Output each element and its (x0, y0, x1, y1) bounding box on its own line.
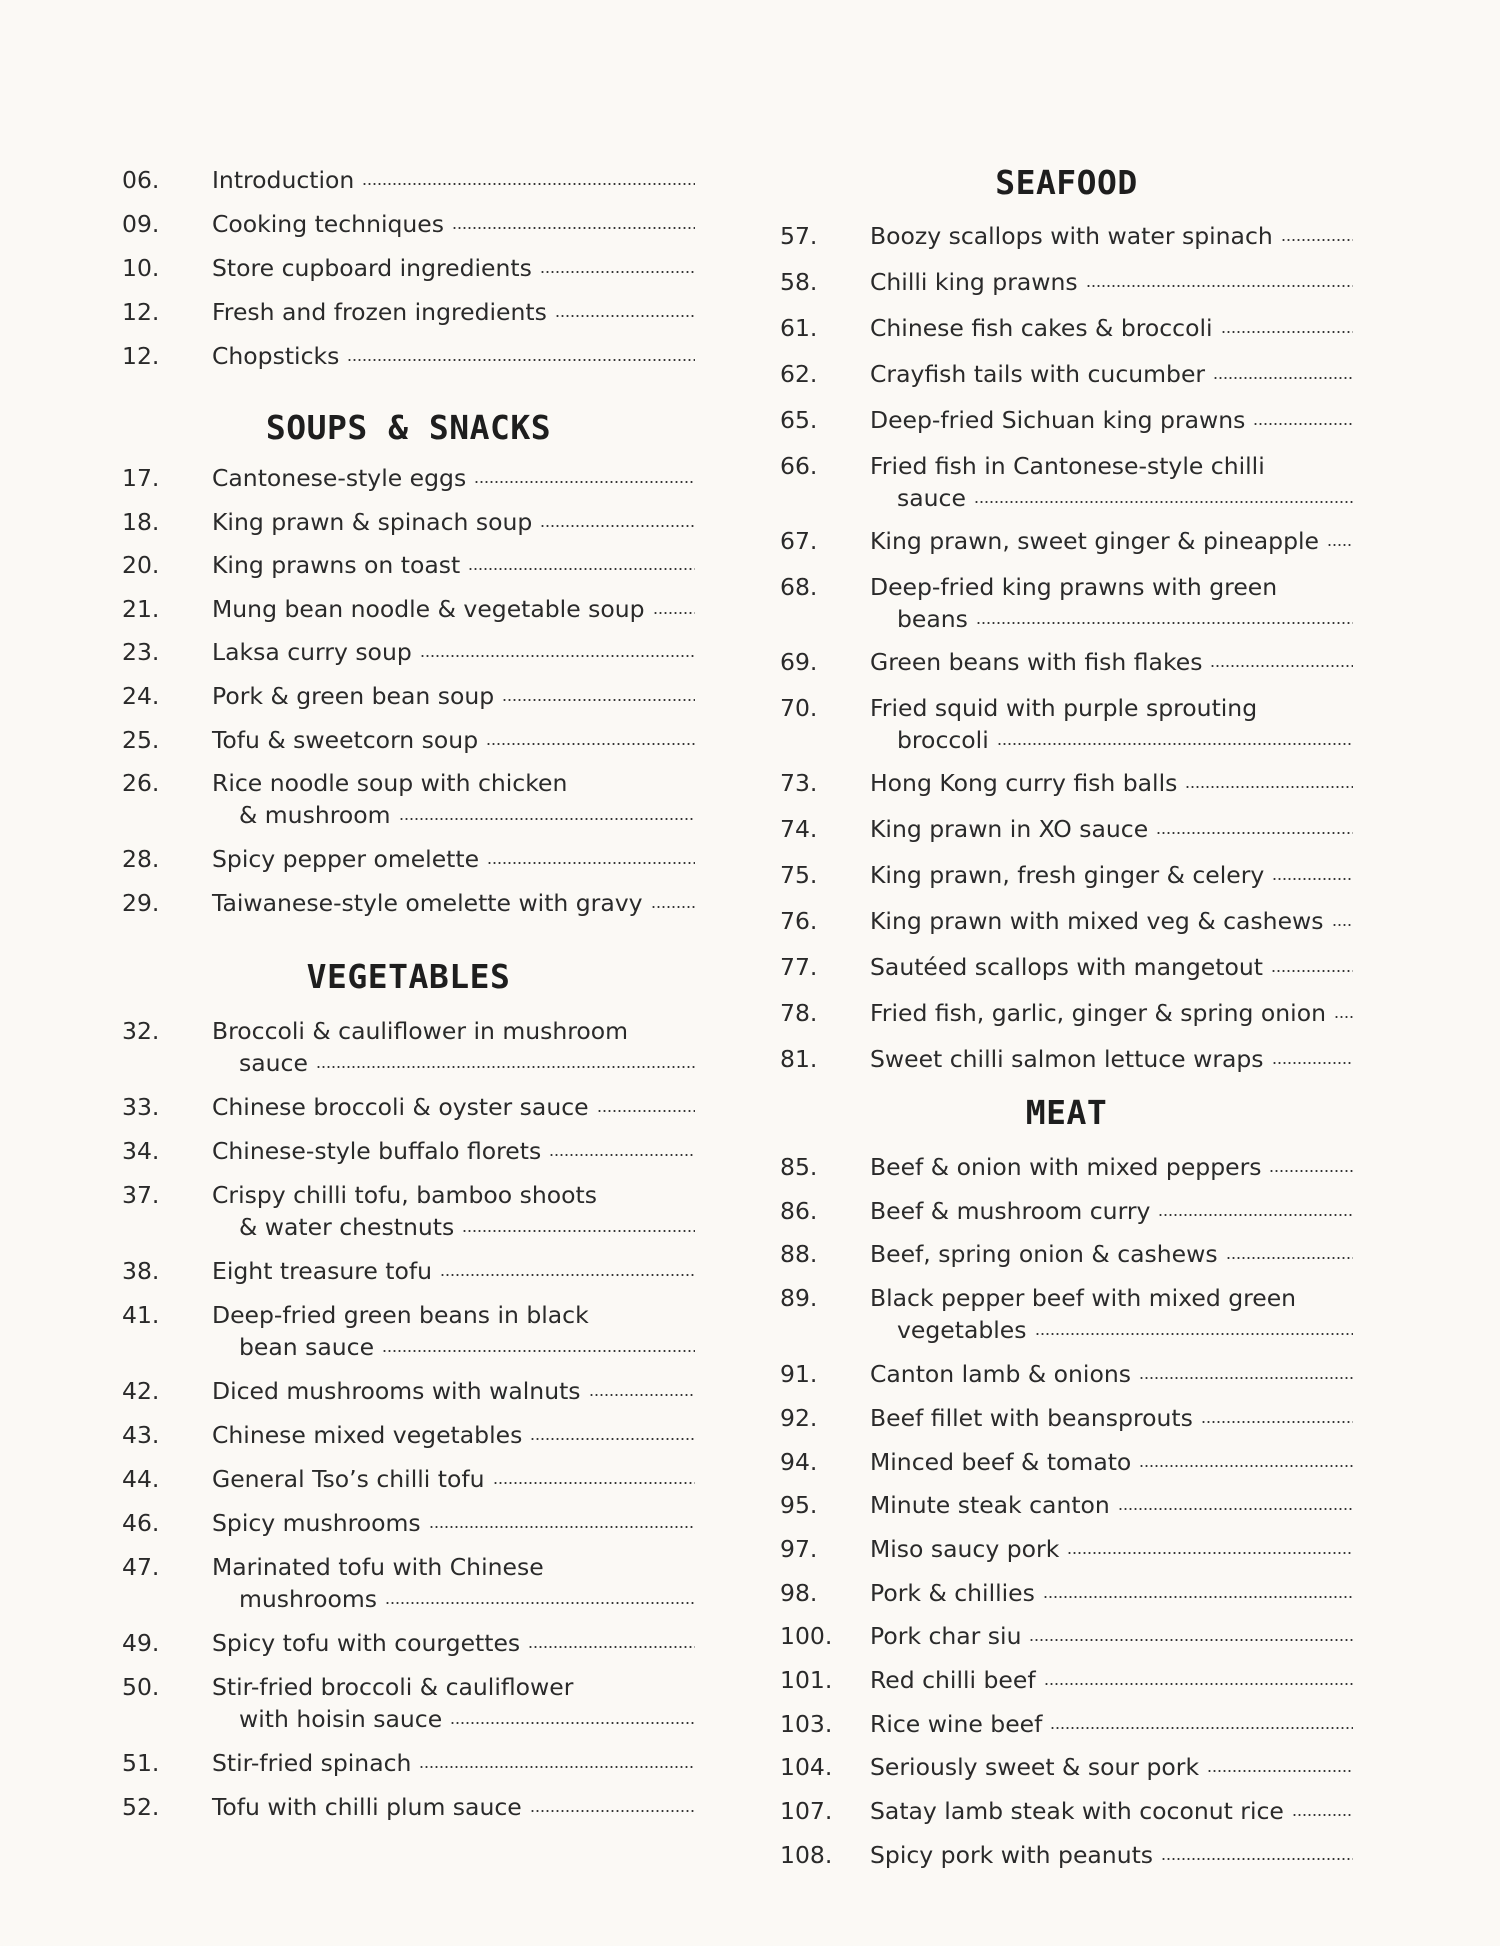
toc-entry-title: Fried fish in Cantonese-style chilli (870, 452, 1265, 480)
dot-leader (540, 524, 695, 528)
toc-page-number: 38. (122, 1257, 160, 1285)
toc-page-number: 42. (122, 1377, 160, 1405)
dot-leader (1139, 1376, 1353, 1380)
toc-page-number: 103. (780, 1709, 833, 1738)
dot-leader (1327, 543, 1353, 547)
toc-page-number: 86. (780, 1196, 818, 1225)
toc-entry-title-continued: mushrooms (239, 1585, 377, 1613)
dot-leader (440, 1273, 695, 1277)
toc-entry-title: Pork & chillies (870, 1578, 1035, 1607)
toc-page-number: 32. (122, 1017, 160, 1045)
toc-entry-title: Diced mushrooms with walnuts (212, 1377, 581, 1405)
dot-leader (502, 698, 695, 702)
toc-entry-title-continued: & mushroom (239, 801, 391, 830)
dot-leader (540, 270, 695, 274)
toc-page-number: 44. (122, 1465, 160, 1493)
dot-leader (651, 905, 695, 909)
toc-entry-title: King prawn in XO sauce (870, 815, 1149, 843)
toc-entry-title: Crayfish tails with cucumber (870, 360, 1206, 388)
toc-page-number: 94. (780, 1447, 818, 1476)
dot-leader (1067, 1551, 1353, 1555)
toc-page-number: 78. (780, 999, 818, 1027)
toc-entry-title: Satay lamb steak with coconut rice (870, 1797, 1284, 1826)
toc-entry-title: Tofu with chilli plum sauce (212, 1793, 522, 1821)
toc-entry-title: Rice wine beef (870, 1709, 1043, 1738)
toc-entry-title: Chinese mixed vegetables (212, 1421, 523, 1449)
dot-leader (420, 654, 695, 658)
toc-entry-title: Stir-fried broccoli & cauliflower (212, 1673, 574, 1701)
dot-leader (382, 1349, 695, 1353)
section-heading-meat: MEAT (1025, 1093, 1108, 1132)
toc-entry-title: Fresh and frozen ingredients (212, 298, 547, 326)
toc-page-number: 104. (780, 1753, 833, 1782)
toc-page-number: 101. (780, 1666, 833, 1694)
toc-entry-title: Deep-fried green beans in black (212, 1301, 589, 1329)
toc-entry-title-continued: vegetables (897, 1316, 1027, 1345)
dot-leader (347, 358, 695, 362)
toc-entry-title: Introduction (212, 166, 355, 194)
toc-entry-title: Sautéed scallops with mangetout (870, 953, 1263, 981)
toc-entry-title: Laksa curry soup (212, 638, 412, 667)
toc-entry-title-continued: beans (897, 605, 968, 633)
dot-leader (1035, 1332, 1353, 1336)
toc-page-number: 75. (780, 861, 818, 889)
dot-leader (997, 742, 1353, 746)
dot-leader (486, 742, 695, 746)
toc-page-number: 37. (122, 1181, 160, 1209)
toc-entry-title: Beef & onion with mixed peppers (870, 1153, 1262, 1181)
toc-entry-title: Pork & green bean soup (212, 682, 495, 710)
toc-page-number: 68. (780, 573, 818, 601)
dot-leader (976, 621, 1353, 625)
dot-leader (1161, 1857, 1353, 1861)
toc-page-number: 92. (780, 1403, 818, 1432)
toc-page-number: 50. (122, 1673, 160, 1701)
toc-entry-title: Miso saucy pork (870, 1534, 1060, 1563)
toc-entry-title: Spicy tofu with courgettes (212, 1629, 521, 1657)
toc-entry-title: Minute steak canton (870, 1491, 1110, 1520)
dot-leader (452, 226, 695, 230)
dot-leader (468, 567, 695, 571)
toc-page-number: 28. (122, 845, 160, 874)
toc-entry-title: Marinated tofu with Chinese (212, 1553, 544, 1581)
toc-page-number: 26. (122, 769, 160, 798)
dot-leader (493, 1481, 695, 1485)
toc-page-number: 33. (122, 1093, 160, 1121)
dot-leader (1210, 664, 1353, 668)
toc-entry-title: Spicy pork with peanuts (870, 1840, 1154, 1869)
toc-page-number: 09. (122, 210, 160, 238)
dot-leader (528, 1645, 695, 1649)
dot-leader (1253, 422, 1353, 426)
toc-entry-title: Sweet chilli salmon lettuce wraps (870, 1045, 1264, 1073)
toc-entry-title: Spicy pepper omelette (212, 845, 480, 874)
toc-entry-title: Cooking techniques (212, 210, 445, 238)
dot-leader (1029, 1638, 1353, 1642)
dot-leader (530, 1809, 695, 1813)
toc-entry-title-continued: sauce (239, 1049, 308, 1077)
toc-entry-title: Fried fish, garlic, ginger & spring onion (870, 999, 1326, 1027)
toc-entry-title: Deep-fried king prawns with green (870, 573, 1278, 601)
toc-page-number: 77. (780, 953, 818, 981)
dot-leader (549, 1153, 695, 1157)
toc-entry-title: Beef & mushroom curry (870, 1196, 1151, 1225)
toc-entry-title: Tofu & sweetcorn soup (212, 725, 479, 754)
toc-entry-title: King prawn, fresh ginger & celery (870, 861, 1265, 889)
dot-leader (1226, 1256, 1353, 1260)
dot-leader (1334, 1015, 1353, 1019)
toc-page-number: 57. (780, 222, 818, 250)
toc-entry-title: Crispy chilli tofu, bamboo shoots (212, 1181, 597, 1209)
section-heading-seafood: SEAFOOD (995, 163, 1138, 202)
toc-page-number: 46. (122, 1509, 160, 1537)
dot-leader (530, 1437, 695, 1441)
dot-leader (1292, 1813, 1353, 1817)
toc-page-number: 58. (780, 268, 818, 296)
dot-leader (589, 1393, 695, 1397)
toc-page-number: 51. (122, 1749, 160, 1777)
toc-entry-title: Boozy scallops with water spinach (870, 222, 1273, 250)
toc-entry-title: Black pepper beef with mixed green (870, 1284, 1297, 1313)
dot-leader (1332, 923, 1354, 927)
toc-page-number: 107. (780, 1797, 833, 1826)
dot-leader (399, 817, 695, 821)
toc-entry-title-continued: bean sauce (239, 1333, 375, 1361)
toc-page-number: 47. (122, 1553, 160, 1581)
toc-page-number: 67. (780, 527, 818, 555)
toc-page-number: 76. (780, 907, 818, 935)
toc-page-number: 85. (780, 1153, 818, 1181)
toc-page-number: 89. (780, 1284, 818, 1313)
toc-page-number: 81. (780, 1045, 818, 1073)
toc-entry-title-continued: & water chestnuts (239, 1213, 455, 1241)
dot-leader (362, 182, 695, 186)
toc-page-number: 52. (122, 1793, 160, 1821)
dot-leader (1269, 1169, 1353, 1173)
dot-leader (1281, 238, 1353, 242)
toc-entry-title: Spicy mushrooms (212, 1509, 421, 1537)
toc-page-number: 25. (122, 725, 160, 754)
toc-page-number: 10. (122, 254, 160, 282)
toc-page-number: 06. (122, 166, 160, 194)
dot-leader (316, 1065, 695, 1069)
toc-entry-title: Stir-fried spinach (212, 1749, 412, 1777)
toc-entry-title: Chopsticks (212, 342, 340, 370)
toc-entry-title: Chinese broccoli & oyster sauce (212, 1093, 589, 1121)
toc-entry-title: Eight treasure tofu (212, 1257, 433, 1285)
dot-leader (487, 861, 695, 865)
dot-leader (1185, 785, 1353, 789)
toc-entry-title: Seriously sweet & sour pork (870, 1753, 1200, 1782)
toc-entry-title: Deep-fried Sichuan king prawns (870, 406, 1246, 434)
toc-entry-title: Pork char siu (870, 1622, 1022, 1651)
dot-leader (429, 1525, 695, 1529)
toc-page-number: 69. (780, 648, 818, 676)
toc-page-number: 34. (122, 1137, 160, 1165)
toc-page-number: 49. (122, 1629, 160, 1657)
dot-leader (1156, 831, 1353, 835)
toc-page-number: 43. (122, 1421, 160, 1449)
toc-entry-title: Hong Kong curry fish balls (870, 769, 1178, 797)
toc-entry-title: General Tso’s chilli tofu (212, 1465, 485, 1493)
toc-page-number: 23. (122, 638, 160, 667)
toc-entry-title: Green beans with fish flakes (870, 648, 1203, 676)
toc-page-number: 66. (780, 452, 818, 480)
toc-entry-title: Beef, spring onion & cashews (870, 1240, 1218, 1269)
toc-page-number: 61. (780, 314, 818, 342)
toc-entry-title: Mung bean noodle & vegetable soup (212, 594, 645, 623)
toc-page-number: 21. (122, 594, 160, 623)
toc-entry-title: King prawn with mixed veg & cashews (870, 907, 1324, 935)
toc-page-number: 98. (780, 1578, 818, 1607)
toc-entry-title: Cantonese-style eggs (212, 464, 467, 492)
toc-page-number: 20. (122, 551, 160, 580)
dot-leader (1221, 330, 1353, 334)
dot-leader (1044, 1682, 1353, 1686)
toc-page-number: 12. (122, 298, 160, 326)
section-heading-soups: SOUPS & SNACKS (265, 408, 552, 447)
toc-entry-title: Chilli king prawns (870, 268, 1078, 296)
toc-page-number: 88. (780, 1240, 818, 1269)
toc-entry-title: Taiwanese-style omelette with gravy (212, 888, 643, 917)
toc-entry-title: Broccoli & cauliflower in mushroom (212, 1017, 629, 1045)
dot-leader (1158, 1213, 1353, 1217)
toc-entry-title-continued: sauce (897, 484, 966, 512)
toc-page-number: 18. (122, 507, 160, 536)
toc-page-number: 12. (122, 342, 160, 370)
dot-leader (385, 1601, 695, 1605)
toc-page-number: 74. (780, 815, 818, 843)
toc-entry-title: King prawn & spinach soup (212, 507, 533, 536)
toc-entry-title: Canton lamb & onions (870, 1360, 1131, 1389)
toc-entry-title: Minced beef & tomato (870, 1447, 1132, 1476)
dot-leader (1118, 1507, 1353, 1511)
toc-page-number: 97. (780, 1534, 818, 1563)
toc-page-number: 100. (780, 1622, 833, 1651)
toc-entry-title: Chinese fish cakes & broccoli (870, 314, 1213, 342)
dot-leader (462, 1229, 695, 1233)
toc-entry-title: Beef fillet with beansprouts (870, 1403, 1193, 1432)
toc-entry-title: King prawns on toast (212, 551, 461, 580)
toc-page-number: 24. (122, 682, 160, 710)
toc-entry-title: Store cupboard ingredients (212, 254, 532, 282)
dot-leader (1139, 1464, 1353, 1468)
section-heading-vegetables: VEGETABLES (306, 957, 511, 996)
dot-leader (1271, 969, 1353, 973)
toc-entry-title-continued: with hoisin sauce (239, 1705, 443, 1733)
toc-page-number: 73. (780, 769, 818, 797)
toc-page-number: 17. (122, 464, 160, 492)
dot-leader (555, 314, 695, 318)
dot-leader (419, 1765, 695, 1769)
dot-leader (1201, 1420, 1353, 1424)
toc-entry-title-continued: broccoli (897, 726, 989, 754)
dot-leader (1213, 376, 1353, 380)
toc-entry-title: King prawn, sweet ginger & pineapple (870, 527, 1319, 555)
dot-leader (1086, 284, 1353, 288)
dot-leader (1050, 1726, 1353, 1730)
toc-page-number: 70. (780, 694, 818, 722)
toc-page-number: 91. (780, 1360, 818, 1389)
toc-entry-title: Rice noodle soup with chicken (212, 769, 568, 798)
toc-page-number: 95. (780, 1491, 818, 1520)
dot-leader (474, 480, 695, 484)
toc-entry-title: Fried squid with purple sprouting (870, 694, 1258, 722)
dot-leader (1043, 1595, 1353, 1599)
toc-entry-title: Red chilli beef (870, 1666, 1036, 1694)
dot-leader (1272, 877, 1353, 881)
toc-page-number: 65. (780, 406, 818, 434)
toc-page-number: 108. (780, 1840, 833, 1869)
dot-leader (1207, 1769, 1353, 1773)
dot-leader (653, 611, 695, 615)
toc-page-number: 29. (122, 888, 160, 917)
dot-leader (450, 1721, 695, 1725)
toc-page-number: 62. (780, 360, 818, 388)
dot-leader (1272, 1061, 1353, 1065)
dot-leader (974, 500, 1353, 504)
toc-page-number: 41. (122, 1301, 160, 1329)
dot-leader (597, 1109, 695, 1113)
toc-entry-title: Chinese-style buffalo florets (212, 1137, 542, 1165)
